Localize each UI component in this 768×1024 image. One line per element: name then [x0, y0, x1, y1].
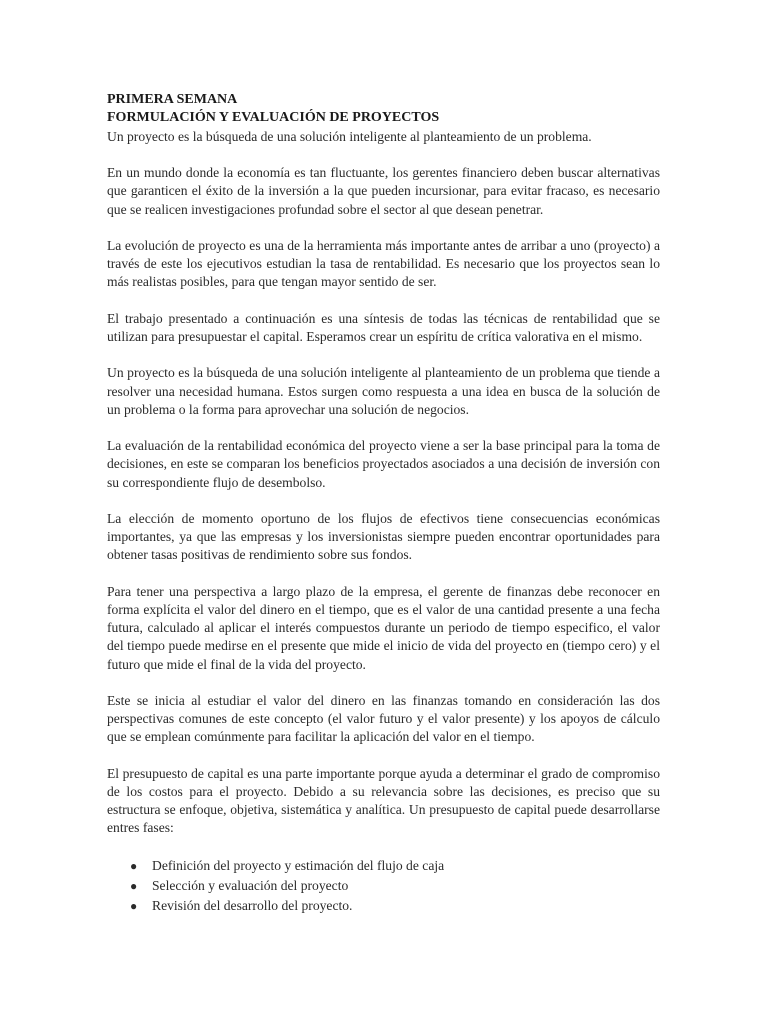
bullet-icon: ●: [130, 858, 138, 873]
paragraph-6: La evaluación de la rentabilidad económica del proyecto viene a ser la base principal para la toma de decisiones, en este se comparan los beneficios proyectados asociados a una decisión de inversión con su correspondiente flujo de desembolso.: [107, 438, 660, 490]
list-item: [130, 876, 660, 896]
bullet-icon: ●: [130, 898, 138, 913]
paragraph-9: Este se inicia al estudiar el valor del dinero en las finanzas tomando en consideración las dos perspectivas comunes de este concepto (el valor futuro y el valor presente) y los apoyos de cálculo que se emplean comúnmente para facilitar la aplicación del valor en el tiempo.: [107, 692, 660, 745]
list-item: [130, 856, 660, 876]
heading-title: FORMULACIÓN Y EVALUACIÓN DE PROYECTOS: [107, 110, 440, 126]
list-item: [130, 896, 660, 916]
paragraph-2: En un mundo donde la economía es tan fluctuante, los gerentes financiero deben buscar alternativas que garanticen el éxito de la inversión a la que pueden incursionar, para evitar fracaso, es necesario que se realicen investigaciones profundad sobre el sector al que desean penetrar.: [107, 165, 660, 217]
paragraph-8: Para tener una perspectiva a largo plazo de la empresa, el gerente de finanzas debe reconocer en forma explícita el valor del dinero en el tiempo, que es el valor de una cantidad presente a una fecha futura, calculado al aplicar el interés compuestos durante un periodo de tiempo especifico, el valor del tiempo puede medirse en el presente que mide el inicio de vida del proyecto en (tiempo cero) y el futuro que mide el final de la vida del proyecto.: [107, 583, 660, 672]
paragraph-5: Un proyecto es la búsqueda de una solución inteligente al planteamiento de un problema que tiende a resolver una necesidad humana. Estos surgen como respuesta a una idea en busca de la solución de un problema o la forma para aprovechar una solución de negocios.: [107, 365, 660, 417]
bullet-list: [107, 856, 660, 916]
list-item-text: Definición del proyecto y estimación del flujo de caja: [152, 857, 445, 873]
bullet-icon: ●: [130, 878, 138, 893]
paragraph-4: El trabajo presentado a continuación es una síntesis de todas las técnicas de rentabilidad que se utilizan para presupuestar el capital. Esperamos crear un espíritu de crítica valorativa en el mismo.: [107, 310, 660, 344]
paragraph-7: La elección de momento oportuno de los flujos de efectivos tiene consecuencias económicas importantes, ya que las empresas y los inversionistas siempre pueden encontrar oportunidades para obtener tasas positivas de rendimiento sobre sus fondos.: [107, 510, 660, 563]
heading-week: PRIMERA SEMANA: [107, 92, 238, 107]
list-item-text: Revisión del desarrollo del proyecto.: [152, 897, 353, 913]
document-page: [107, 91, 660, 916]
paragraph-3: La evolución de proyecto es una de la herramienta más importante antes de arribar a uno (proyecto) a través de este los ejecutivos estudian la tasa de rentabilidad. Es necesario que los proyectos sean lo más realistas posibles, para que tengan mayor sentido de ser.: [107, 238, 660, 290]
list-item-text: Selección y evaluación del proyecto: [152, 877, 349, 893]
paragraph-1: Un proyecto es la búsqueda de una solución inteligente al planteamiento de un problema.: [107, 128, 592, 144]
paragraph-10: El presupuesto de capital es una parte importante porque ayuda a determinar el grado de compromiso de los costos para el proyecto. Debido a su relevancia sobre las decisiones, es preciso que su estructura se enfoque, objetiva, sistemática y analítica. Un presupuesto de capital puede desarrollarse entres fases:: [107, 765, 660, 836]
